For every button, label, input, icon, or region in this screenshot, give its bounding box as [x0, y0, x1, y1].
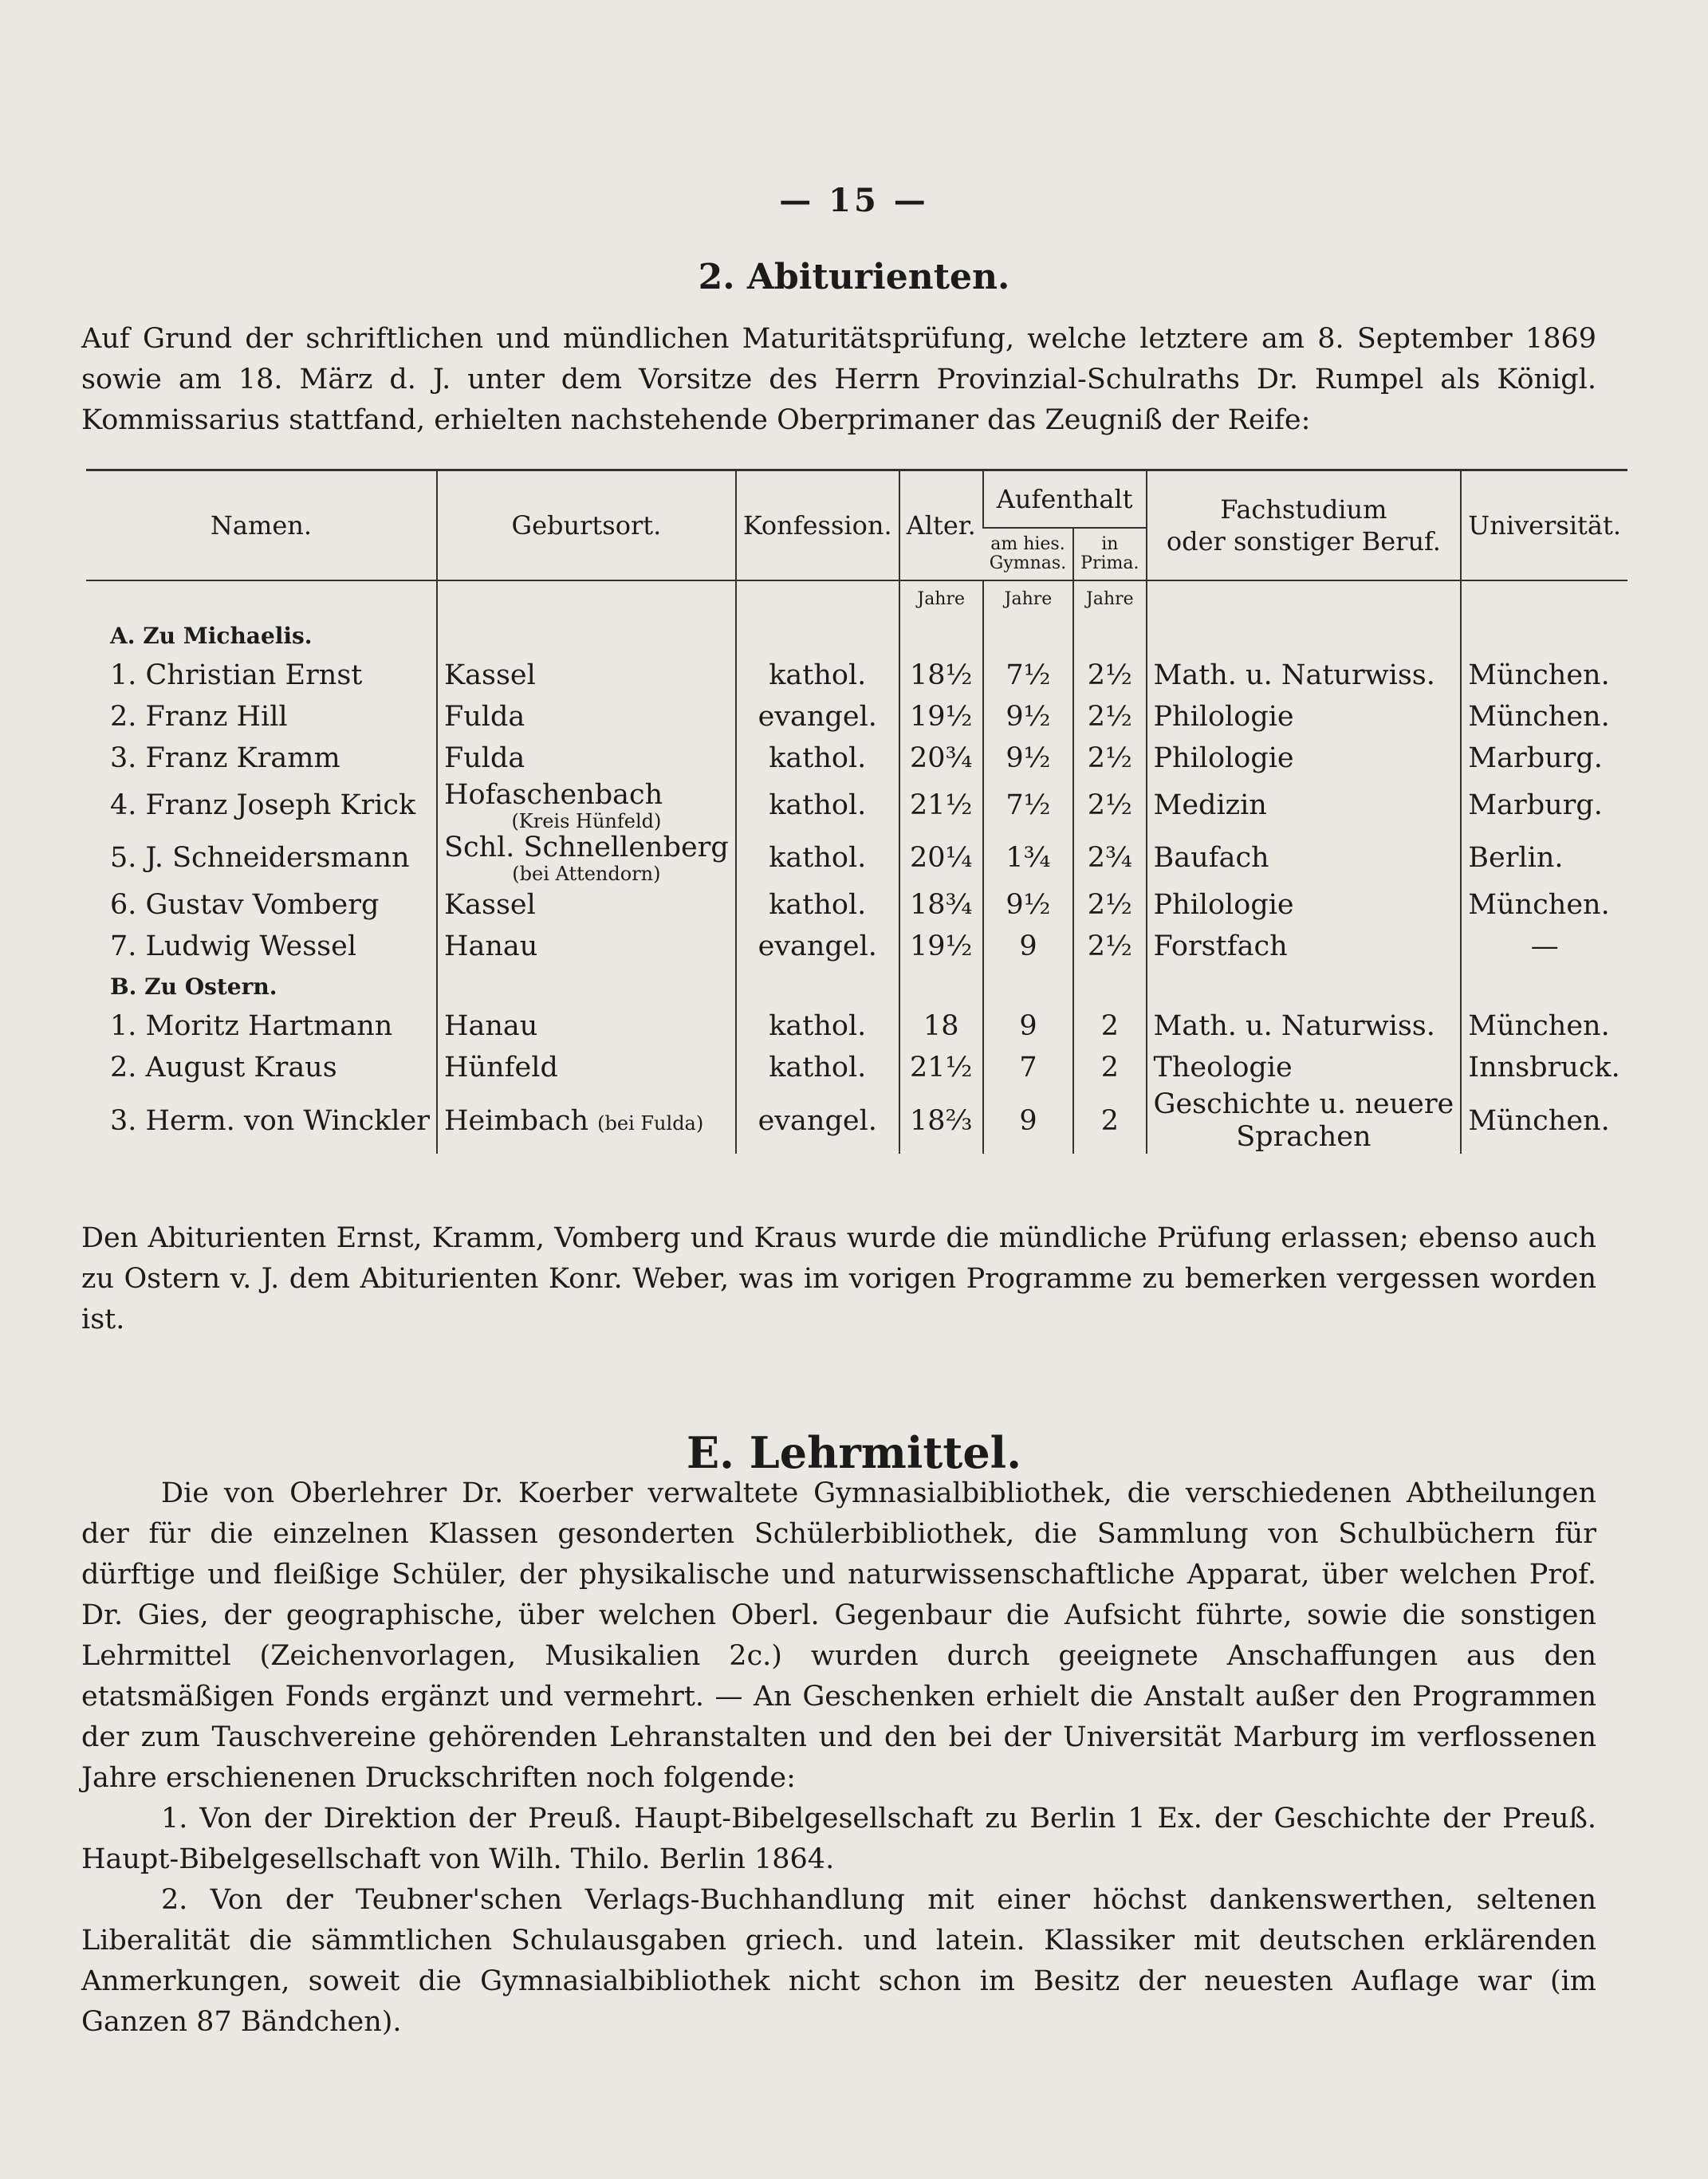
cell-geburtsort: Kassel: [437, 884, 736, 926]
header-konfession: Konfession.: [736, 470, 899, 581]
cell-konfession: evangel.: [736, 696, 899, 737]
cell-konfession: evangel.: [736, 926, 899, 967]
cell-prima: 2½: [1073, 926, 1146, 967]
cell-geburtsort: Hanau: [437, 1005, 736, 1047]
group-label-ostern: B. Zu Ostern.: [110, 973, 277, 1000]
table-row: [86, 779, 1627, 832]
cell-gymnas: 9: [983, 926, 1073, 967]
cell-fachstudium: [1147, 1088, 1462, 1154]
cell-gymnas: 7½: [983, 779, 1073, 832]
cell-geburtsort-main: Schl. Schnellenberg: [443, 832, 729, 863]
table-row: [86, 1005, 1627, 1047]
cell-geburtsort: [437, 779, 736, 832]
cell-alter: 19½: [899, 696, 983, 737]
cell-gymnas: 9: [983, 1005, 1073, 1047]
cell-geburtsort-sub: (Kreis Hünfeld): [511, 810, 662, 832]
cell-konfession: kathol.: [736, 884, 899, 926]
cell-geburtsort-main: Hofaschenbach: [443, 779, 663, 811]
header-fachstudium-title: Fachstudium: [1220, 494, 1387, 525]
header-aufenthalt-gymnas: am hies. Gymnas.: [983, 528, 1073, 580]
table-row: [86, 737, 1627, 779]
header-namen: Namen.: [86, 470, 437, 581]
lehrmittel-text: [81, 1473, 1596, 2043]
cell-prima: 2½: [1073, 779, 1146, 832]
cell-geburtsort: [437, 832, 736, 884]
cell-universitaet: München.: [1461, 696, 1627, 737]
exemption-note: Den Abiturienten Ernst, Kramm, Vomberg und Kraus wurde die mündliche Prüfung erlassen; ebenso auch zu Ostern v. J. dem Abiturienten Konr. Weber, was im vorigen Programme zu bemerken vergessen worden ist.: [81, 1222, 1596, 1335]
intro-paragraph: Auf Grund der schriftlichen und mündlichen Maturitätsprüfung, welche letztere am 8. September 1869 sowie am 18. März d. J. unter dem Vorsitze des Herrn Provinzial-Schulraths Dr. Rumpel als Königl. Kommissarius stattfand, erhielten nachstehende Oberprimaner das Zeugniß der Reife:: [81, 323, 1596, 436]
cell-alter: 18½: [899, 655, 983, 696]
cell-universitaet: München.: [1461, 655, 1627, 696]
section-title-abiturienten: 2. Abiturienten.: [698, 257, 1010, 297]
cell-gymnas: 9½: [983, 884, 1073, 926]
table-row: [86, 655, 1627, 696]
cell-name: 3. Herm. von Winckler: [110, 1105, 430, 1137]
header-alter: Alter.: [899, 470, 983, 581]
unit-prima: Jahre: [1073, 580, 1146, 616]
cell-fachstudium: Math. u. Naturwiss.: [1147, 1005, 1462, 1047]
cell-universitaet: —: [1461, 926, 1627, 967]
cell-konfession: kathol.: [736, 779, 899, 832]
cell-prima: 2: [1073, 1047, 1146, 1088]
cell-fachstudium: Math. u. Naturwiss.: [1147, 655, 1462, 696]
header-fachstudium-sub: oder sonstiger Beruf.: [1166, 526, 1441, 557]
cell-fachstudium: Medizin: [1147, 779, 1462, 832]
header-geburtsort: Geburtsort.: [437, 470, 736, 581]
section-title-lehrmittel: E. Lehrmittel.: [686, 1427, 1021, 1478]
cell-universitaet: München.: [1461, 884, 1627, 926]
page-number: — 15 —: [779, 182, 929, 219]
table-row: [86, 926, 1627, 967]
cell-geburtsort: [437, 1088, 736, 1154]
cell-prima: 2½: [1073, 655, 1146, 696]
cell-name: 5. J. Schneidersmann: [110, 842, 410, 874]
cell-name: 2. Franz Hill: [110, 701, 288, 733]
cell-geburtsort-sub: (bei Attendorn): [512, 863, 661, 885]
units-row: [86, 580, 1627, 616]
cell-alter: 21½: [899, 1047, 983, 1088]
cell-alter: 20¼: [899, 832, 983, 884]
paragraph: 2. Von der Teubner'schen Verlags-Buchhandlung mit einer höchst dankenswerthen, seltenen Liberalität die sämmtlichen Schulausgaben griech. und latein. Klassiker mit deutschen erklärenden Anmerkungen, soweit die Gymnasialbibliothek nicht schon im Besitz der neuesten Auflage war (im Ganzen 87 Bändchen).: [81, 1884, 1596, 2038]
cell-universitaet: Berlin.: [1461, 832, 1627, 884]
cell-universitaet: München.: [1461, 1088, 1627, 1154]
cell-gymnas: 1¾: [983, 832, 1073, 884]
header-fachstudium: [1147, 470, 1462, 581]
cell-gymnas: 7½: [983, 655, 1073, 696]
cell-name: 1. Moritz Hartmann: [110, 1010, 393, 1042]
cell-prima: 2¾: [1073, 832, 1146, 884]
cell-name: 6. Gustav Vomberg: [110, 889, 380, 921]
cell-konfession: kathol.: [736, 737, 899, 779]
cell-gymnas: 9½: [983, 696, 1073, 737]
cell-universitaet: Marburg.: [1461, 779, 1627, 832]
cell-alter: 19½: [899, 926, 983, 967]
cell-geburtsort-small: (bei Fulda): [597, 1112, 704, 1135]
cell-prima: 2½: [1073, 696, 1146, 737]
cell-alter: 21½: [899, 779, 983, 832]
cell-fachstudium: Forstfach: [1147, 926, 1462, 967]
cell-fachstudium: Philologie: [1147, 737, 1462, 779]
cell-konfession: evangel.: [736, 1088, 899, 1154]
cell-prima: 2: [1073, 1088, 1146, 1154]
cell-name: 3. Franz Kramm: [110, 742, 340, 774]
cell-gymnas: 9: [983, 1088, 1073, 1154]
cell-alter: 18¾: [899, 884, 983, 926]
cell-konfession: kathol.: [736, 1047, 899, 1088]
header-aufenthalt-prima: in Prima.: [1073, 528, 1146, 580]
unit-alter: Jahre: [899, 580, 983, 616]
group-row-ostern: [86, 967, 1627, 1005]
cell-alter: 18: [899, 1005, 983, 1047]
cell-name: 2. August Kraus: [110, 1052, 337, 1084]
cell-fachstudium: Philologie: [1147, 696, 1462, 737]
cell-fachstudium: Theologie: [1147, 1047, 1462, 1088]
table-row: [86, 1047, 1627, 1088]
table-row: [86, 884, 1627, 926]
header-universitaet: Universität.: [1461, 470, 1627, 581]
cell-geburtsort: Fulda: [437, 737, 736, 779]
cell-fachstudium-line1: Geschichte u. neuere: [1153, 1088, 1454, 1120]
cell-universitaet: München.: [1461, 1005, 1627, 1047]
group-label-michaelis: A. Zu Michaelis.: [110, 622, 313, 649]
cell-prima: 2½: [1073, 737, 1146, 779]
cell-konfession: kathol.: [736, 1005, 899, 1047]
cell-fachstudium: Baufach: [1147, 832, 1462, 884]
cell-name: 1. Christian Ernst: [110, 659, 363, 691]
abiturienten-table: [86, 469, 1627, 1154]
cell-alter: 18⅔: [899, 1088, 983, 1154]
table-row: [86, 832, 1627, 884]
cell-alter: 20¾: [899, 737, 983, 779]
cell-prima: 2½: [1073, 884, 1146, 926]
cell-fachstudium: Philologie: [1147, 884, 1462, 926]
cell-name: 4. Franz Joseph Krick: [110, 789, 416, 821]
header-aufenthalt: Aufenthalt: [983, 470, 1147, 529]
cell-geburtsort: Fulda: [437, 696, 736, 737]
cell-gymnas: 9½: [983, 737, 1073, 779]
cell-konfession: kathol.: [736, 655, 899, 696]
cell-name: 7. Ludwig Wessel: [110, 930, 357, 962]
cell-geburtsort: Hanau: [437, 926, 736, 967]
cell-konfession: kathol.: [736, 832, 899, 884]
cell-fachstudium-line2: Sprachen: [1236, 1121, 1372, 1153]
cell-universitaet: Marburg.: [1461, 737, 1627, 779]
cell-prima: 2: [1073, 1005, 1146, 1047]
cell-gymnas: 7: [983, 1047, 1073, 1088]
cell-geburtsort: Kassel: [437, 655, 736, 696]
table-row: [86, 696, 1627, 737]
cell-geburtsort-main: Heimbach: [443, 1105, 589, 1137]
paragraph: Die von Oberlehrer Dr. Koerber verwaltete Gymnasialbibliothek, die verschiedenen Abtheilungen der für die einzelnen Klassen gesonderten Schülerbibliothek, die Sammlung von Schulbüchern für dürftige und fleißige Schüler, der physikalische und naturwissenschaftliche Apparat, über welchen Prof. Dr. Gies, der geographische, über welchen Oberl. Gegenbaur die Aufsicht führte, sowie die sonstigen Lehrmittel (Zeichenvorlagen, Musikalien 2c.) wurden durch geeignete Anschaffungen aus den etatsmäßigen Fonds ergänzt und vermehrt. — An Geschenken erhielt die Anstalt außer den Programmen der zum Tauschvereine gehörenden Lehranstalten und den bei der Universität Marburg im verflossenen Jahre erschienenen Druckschriften noch folgende:: [81, 1477, 1596, 1794]
unit-gymnas: Jahre: [983, 580, 1073, 616]
group-row-michaelis: [86, 616, 1627, 655]
cell-universitaet: Innsbruck.: [1461, 1047, 1627, 1088]
cell-geburtsort: Hünfeld: [437, 1047, 736, 1088]
table-row: [86, 1088, 1627, 1154]
paragraph: 1. Von der Direktion der Preuß. Haupt-Bibelgesellschaft zu Berlin 1 Ex. der Geschichte der Preuß. Haupt-Bibelgesellschaft von Wilh. Thilo. Berlin 1864.: [81, 1803, 1596, 1875]
